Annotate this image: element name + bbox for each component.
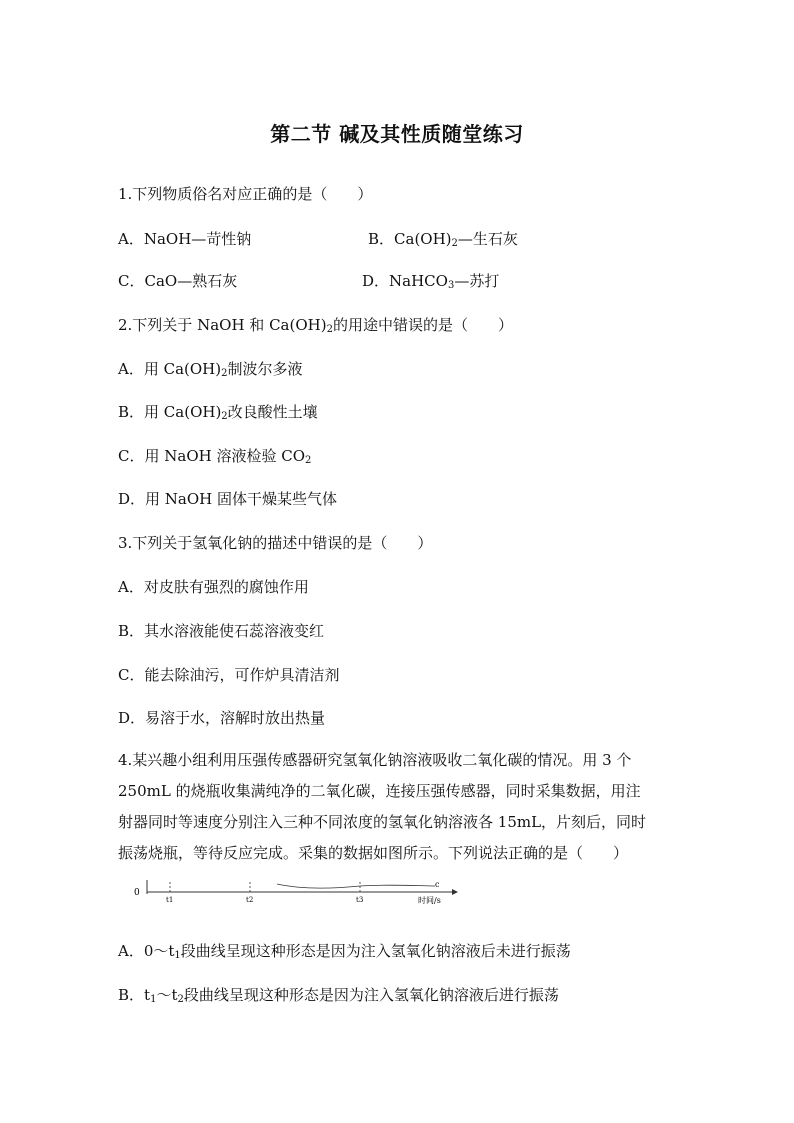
question-3-option-c: C．能去除油污，可作炉具清洁剂 [118, 666, 340, 684]
graph-origin-label: 0 [134, 888, 140, 898]
question-2-option-b: B．用 $Ca(OH)_2$改良酸性土壤 [118, 403, 318, 422]
question-2-option-d: D．用 NaOH 固体干燥某些气体 [118, 490, 338, 508]
question-1-option-b: B．$Ca(OH)_2—$生石灰 [368, 230, 518, 249]
graph-curve-c [277, 884, 435, 888]
question-4-option-a: A．$0\sim t_1$段曲线呈现这种形态是因为注入氢氧化钠溶液后未进行振荡 [118, 942, 571, 961]
question-4-line-2: 250mL 的烧瓶收集满纯净的二氧化碳，连接压强传感器，同时采集数据，用注 [118, 782, 641, 800]
pressure-time-graph [130, 878, 460, 908]
question-2-option-c: C．用 NaOH 溶液检验 $CO_2$ [118, 447, 312, 466]
graph-curve-label: c [435, 880, 440, 889]
question-4-option-b: B．$t_1\sim t_2$段曲线呈现这种形态是因为注入氢氧化钠溶液后进行振荡 [118, 986, 559, 1005]
graph-t3-label: t3 [356, 896, 364, 904]
graph-t1-label: t1 [166, 896, 174, 904]
page-title: 第二节 碱及其性质随堂练习 [270, 122, 524, 146]
question-2-stem: 2.下列关于 NaOH 和 $Ca(OH)_2$的用途中错误的是（ ） [118, 316, 513, 335]
question-3-option-a: A．对皮肤有强烈的腐蚀作用 [118, 578, 309, 596]
question-3-option-b: B．其水溶液能使石蕊溶液变红 [118, 622, 325, 640]
question-4-line-4: 振荡烧瓶，等待反应完成。采集的数据如图所示。下列说法正确的是（ ） [118, 844, 629, 862]
question-3-stem: 3.下列关于氢氧化钠的描述中错误的是（ ） [118, 534, 433, 552]
question-1-stem: 1.下列物质俗名对应正确的是（ ） [118, 185, 373, 203]
question-1-option-d: D．NaHCO$_3$—苏打 [362, 272, 500, 291]
graph-x-axis-label: 时间/s [418, 896, 441, 905]
question-4-line-1: 4.某兴趣小组利用压强传感器研究氢氧化钠溶液吸收二氧化碳的情况。用 3 个 [118, 751, 632, 769]
question-3-option-d: D．易溶于水，溶解时放出热量 [118, 709, 326, 727]
graph-t2-label: t2 [246, 896, 254, 904]
question-1-option-c: C．CaO—熟石灰 [118, 272, 238, 290]
graph-arrow-icon [452, 889, 458, 895]
question-4-line-3: 射器同时等速度分别注入三种不同浓度的氢氧化钠溶液各 15mL，片刻后，同时 [118, 813, 647, 831]
question-1-option-a: A．NaOH—苛性钠 [118, 230, 252, 248]
question-4-stem [118, 745, 678, 869]
question-2-option-a: A．用 $Ca(OH)_2$制波尔多液 [118, 360, 303, 379]
